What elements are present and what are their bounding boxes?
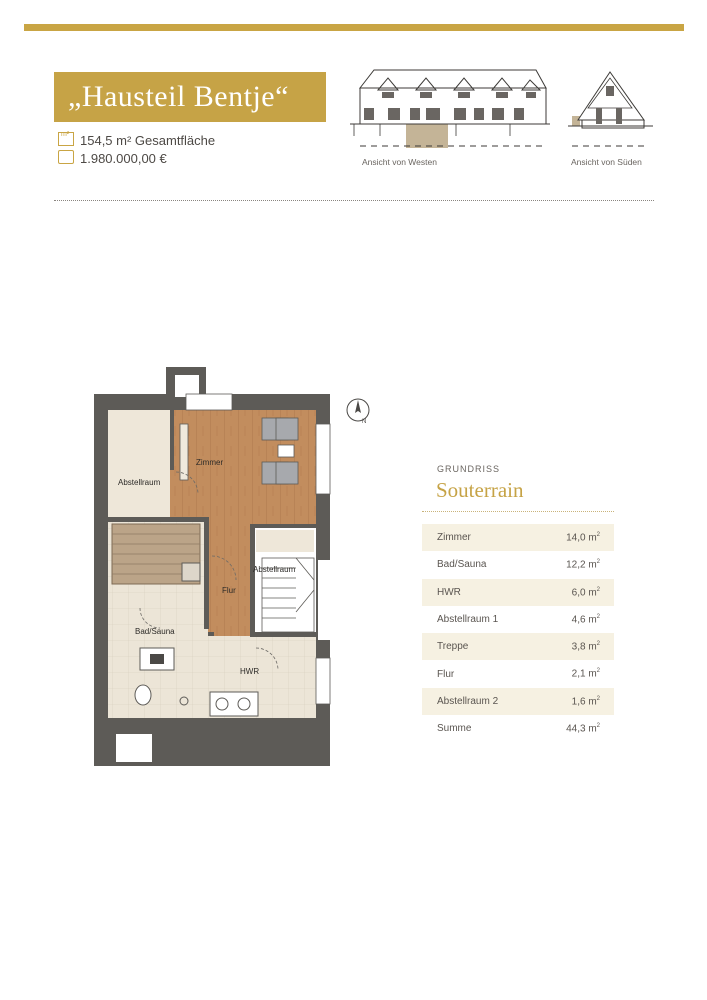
- area-icon: m²: [58, 132, 74, 146]
- plan-label-abstellraum-left: Abstellraum: [118, 478, 161, 487]
- room-name: HWR: [437, 586, 461, 598]
- table-row: [422, 688, 614, 715]
- floor-title-divider: [422, 511, 614, 512]
- room-area: 14,0 $m^2$: [566, 531, 600, 544]
- room-area: 4,6 $m^2$: [571, 613, 600, 626]
- plan-label-abstellraum-right: Abstellraum: [253, 565, 296, 574]
- total-area-text: 154,5 m² Gesamtfläche: [80, 133, 216, 148]
- room-name: Flur: [437, 668, 455, 680]
- table-row: [422, 551, 614, 578]
- plan-label-zimmer: Zimmer: [196, 458, 224, 467]
- room-name: Bad/Sauna: [437, 559, 487, 571]
- room-area: 44,3 $m^2$: [566, 723, 600, 735]
- compass-icon: [344, 396, 374, 426]
- table-row: [422, 579, 614, 606]
- table-row: [422, 660, 614, 687]
- room-name: Summe: [437, 723, 472, 735]
- table-row-total: [422, 715, 614, 742]
- room-name: Zimmer: [437, 532, 471, 544]
- floor-title: Souterrain: [436, 478, 524, 502]
- price-text: 1.980.000,00 €: [80, 151, 167, 166]
- room-name: Abstellraum 1: [437, 614, 499, 626]
- plan-label-hwr: HWR: [240, 667, 260, 676]
- room-area: 2,1 $m^2$: [571, 668, 600, 680]
- room-area: 12,2 $m^2$: [566, 559, 600, 571]
- room-area: 1,6 $m^2$: [571, 695, 600, 708]
- room-area: 6,0 $m^2$: [571, 586, 600, 598]
- room-area-table: [422, 524, 614, 742]
- section-label: GRUNDRISS: [437, 464, 501, 474]
- table-row: [422, 633, 614, 660]
- room-name: Abstellraum 2: [437, 695, 499, 707]
- page-title: „Hausteil Bentje“: [54, 72, 326, 122]
- plan-label-flur: Flur: [222, 586, 236, 595]
- table-row: [422, 606, 614, 633]
- room-name: Treppe: [437, 641, 469, 653]
- room-area: 3,8 $m^2$: [571, 641, 600, 653]
- table-row: [422, 524, 614, 551]
- west-elevation-caption: Ansicht von Westen: [362, 157, 437, 167]
- south-elevation-caption: Ansicht von Süden: [571, 157, 642, 167]
- compass-north-label: N: [362, 419, 367, 425]
- plan-label-bad-sauna: Bad/Sauna: [135, 627, 175, 636]
